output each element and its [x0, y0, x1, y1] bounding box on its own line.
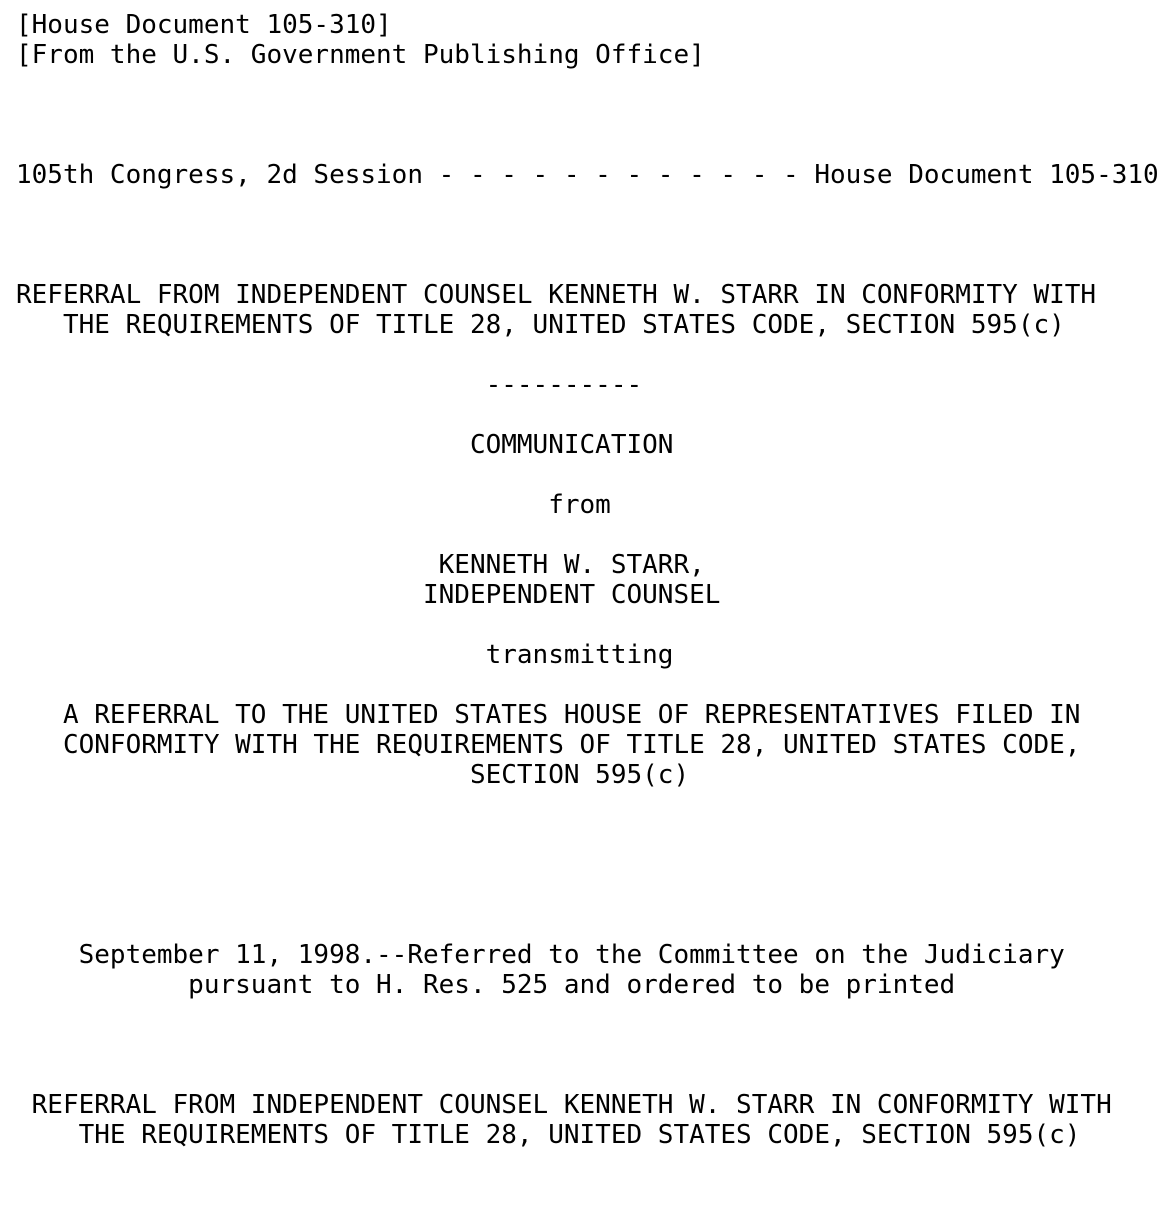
- title-line-2: THE REQUIREMENTS OF TITLE 28, UNITED STATES CODE, SECTION 595(c): [16, 310, 1065, 340]
- referral-desc-line-3: SECTION 595(c): [16, 760, 690, 790]
- blank-line: [16, 400, 1159, 430]
- blank-line: [16, 910, 1159, 940]
- blank-line: [16, 670, 1159, 700]
- blank-line: [16, 880, 1159, 910]
- blank-line: [16, 340, 1159, 370]
- repeat-title-line-1: REFERRAL FROM INDEPENDENT COUNSEL KENNETH W. STARR IN CONFORMITY WITH: [16, 1090, 1112, 1120]
- blank-line: [16, 460, 1159, 490]
- separator-line: ----------: [16, 370, 643, 400]
- referral-desc-line-1: A REFERRAL TO THE UNITED STATES HOUSE OF REPRESENTATIVES FILED IN: [16, 700, 1081, 730]
- blank-line: [16, 1030, 1159, 1060]
- blank-line: [16, 130, 1159, 160]
- blank-line: [16, 790, 1159, 820]
- blank-line: [16, 250, 1159, 280]
- transmitting-line: transmitting: [16, 640, 674, 670]
- doc-source-line: [From the U.S. Government Publishing Office]: [16, 40, 705, 70]
- blank-line: [16, 1060, 1159, 1090]
- blank-line: [16, 220, 1159, 250]
- congress-session-line: 105th Congress, 2d Session - - - - - - - - - - - - House Document 105-310: [16, 160, 1159, 190]
- communication-heading: COMMUNICATION: [16, 430, 674, 460]
- from-line: from: [16, 490, 611, 520]
- sender-name-line: KENNETH W. STARR,: [16, 550, 705, 580]
- blank-line: [16, 190, 1159, 220]
- blank-line: [16, 610, 1159, 640]
- document-body: [16, 10, 1159, 1150]
- blank-line: [16, 850, 1159, 880]
- date-referral-line-2: pursuant to H. Res. 525 and ordered to be printed: [16, 970, 956, 1000]
- sender-title-line: INDEPENDENT COUNSEL: [16, 580, 721, 610]
- blank-line: [16, 820, 1159, 850]
- blank-line: [16, 100, 1159, 130]
- date-referral-line-1: September 11, 1998.--Referred to the Committee on the Judiciary: [16, 940, 1065, 970]
- blank-line: [16, 520, 1159, 550]
- blank-line: [16, 1000, 1159, 1030]
- repeat-title-line-2: THE REQUIREMENTS OF TITLE 28, UNITED STATES CODE, SECTION 595(c): [16, 1120, 1081, 1150]
- title-line-1: REFERRAL FROM INDEPENDENT COUNSEL KENNETH W. STARR IN CONFORMITY WITH: [16, 280, 1097, 310]
- doc-header-line: [House Document 105-310]: [16, 10, 392, 40]
- blank-line: [16, 70, 1159, 100]
- referral-desc-line-2: CONFORMITY WITH THE REQUIREMENTS OF TITLE 28, UNITED STATES CODE,: [16, 730, 1081, 760]
